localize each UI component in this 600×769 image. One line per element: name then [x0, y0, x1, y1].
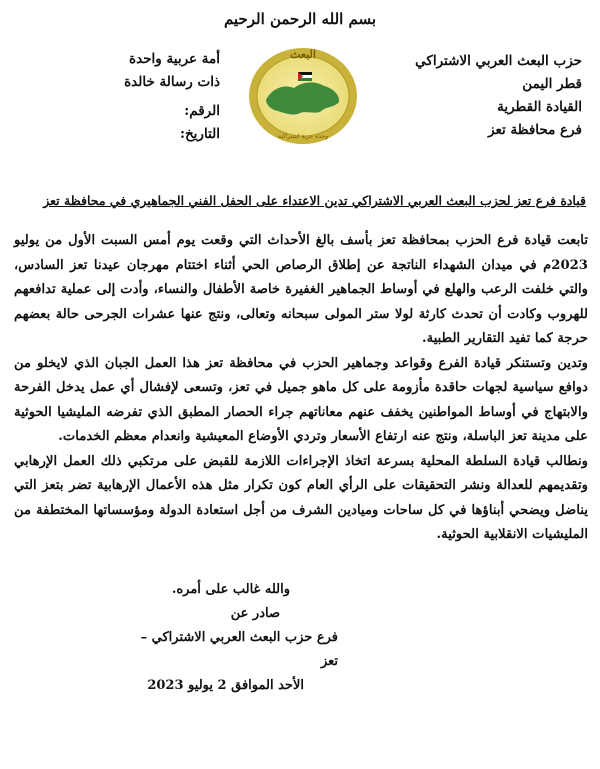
date-label: التاريخ: [179, 126, 220, 142]
branch-name: فرع محافظة تعز [488, 122, 582, 138]
slogan-two: ذات رسالة خالدة [124, 74, 220, 90]
basmala: بسم الله الرحمن الرحيم [223, 10, 377, 28]
party-name: حزب البعث العربي الاشتراكي [415, 53, 582, 69]
statement-title: قيادة فرع تعز لحزب البعث العربي الاشتراكي تدين الاعتداء على الحفل الفني الجماهيري في محافظة تعز [43, 193, 586, 208]
issuer-name: فرع حزب البعث العربي الاشتراكي – تعز [140, 630, 338, 669]
slogan-one: أمة عربية واحدة [129, 51, 220, 67]
statement-body [14, 229, 588, 548]
closing-prayer: والله غالب على أمره. [171, 582, 290, 597]
letterhead-slogan-block [60, 48, 220, 146]
signature-block [120, 578, 350, 698]
party-logo [244, 42, 362, 146]
logo-bottom-text: وحدة حرية اشتراكية [278, 133, 328, 140]
letterhead-party-block [362, 50, 582, 142]
paragraph: وتدين وتستنكر قيادة الفرع وقواعد وجماهير الحزب في محافظة تعز هذا العمل الجبان الذي لايخلو من دوافع سياسية لجهات حاقدة مأزومة على كل ماهو جميل في تعز، وتسعى لإفشال أي عمل يدخل الفرحة والابتهاج في أوساط المواطنين يخفف عنهم معاناتهم جراء الحصار المطبق الذي تفرضه المليشيا الحوثية على مدينة تعز الباسلة، ونتج عنه ارتفاع الأسعار وتردي الأوضاع المعيشية وانعدام معظم الخدمات. [14, 355, 588, 444]
region-name: قطر اليمن [522, 76, 582, 92]
reference-number-label: الرقم: [184, 103, 220, 119]
issue-date: الأحد الموافق 2 يوليو 2023 [147, 678, 304, 693]
paragraph: ونطالب قيادة السلطة المحلية بسرعة اتخاذ الإجراءات اللازمة للقبض على مرتكبي ذلك العمل الإرهابي وتقديمهم للعدالة ونشر التحقيقات على الرأي العام كون تكرار مثل هذه الأعمال الإرهابية تضر بتعز التي يناضل ويضحي أبناؤها في كل ساحات وميادين الشرف من أجل استعادة الدولة ومؤسساتها المختطفة من المليشيات الانقلابية الحوثية. [14, 453, 588, 542]
leadership-name: القيادة القطرية [497, 99, 582, 115]
issued-by-label: صادر عن [230, 606, 280, 621]
paragraph: تابعت قيادة فرع الحزب بمحافظة تعز بأسف بالغ الأحداث التي وقعت يوم أمس السبت الأول من يوليو 2023م في ميدان الشهداء الناتجة عن إطلاق الرصاص الحي أثناء اختتام مهرجان عيدنا تعز السادس، والتي خلفت الرعب والهلع في أوساط الجماهير الغفيرة خاصة الأطفال والنساء، وأدت إلى عملية تدافعهم للهروب وكادت أن تحدث كارثة لولا ستر المولى سبحانه وتعالى، ونتج عنها عشرات الجرحى حالة بعضهم حرجة كما تفيد التقارير الطبية. [14, 233, 588, 346]
logo-top-text: البعث [290, 48, 316, 61]
